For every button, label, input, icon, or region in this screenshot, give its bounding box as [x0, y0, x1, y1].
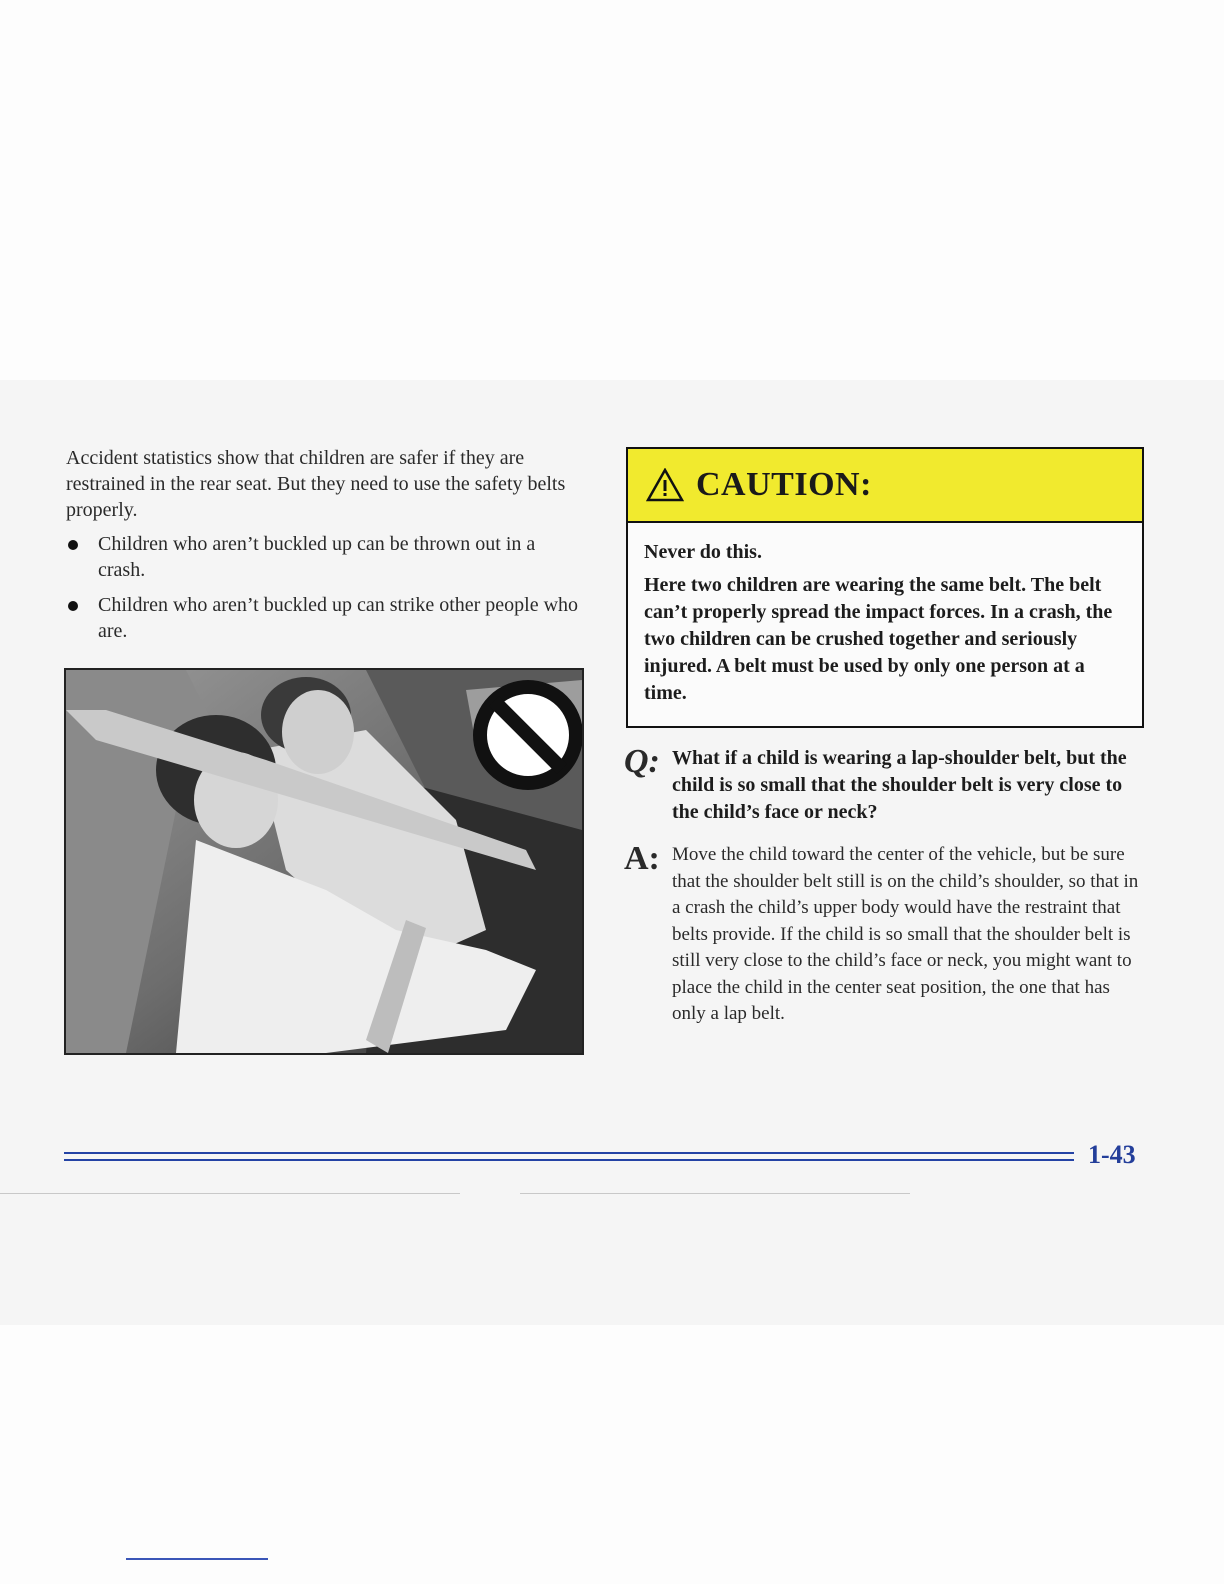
list-item [66, 531, 586, 583]
warning-triangle-icon [646, 468, 684, 502]
prohibition-icon [480, 687, 576, 783]
bullet-list [66, 531, 586, 644]
page-number: 1-43 [1088, 1140, 1136, 1169]
answer-mark: A: [624, 840, 660, 877]
intro-paragraph: Accident statistics show that children are safer if they are restrained in the rear seat. But they need to use the safety belts properly. [66, 447, 566, 521]
footer-rule [64, 1152, 1074, 1161]
caution-box [626, 447, 1144, 728]
bullet-icon [68, 601, 78, 611]
caution-title: CAUTION: [696, 466, 872, 503]
bullet-text: Children who aren’t buckled up can be thrown out in a crash. [98, 533, 536, 581]
bullet-text: Children who aren’t buckled up can strike other people who are. [98, 594, 579, 642]
intro-section [66, 445, 586, 653]
answer-text: Move the child toward the center of the vehicle, but be sure that the shoulder belt still is on the child’s shoulder, so that in a crash the child’s upper body would have the restraint that belts provide. If the child is so small that the shoulder belt is still very close to the child’s face or neck, you might want to place the child in the center seat position, the one that has only a lap belt. [672, 844, 1139, 1024]
caution-header [628, 449, 1142, 523]
divider [520, 1193, 910, 1194]
caution-line-2: Here two children are wearing the same belt. The belt can’t properly spread the impact forces. In a crash, the two children can be crushed together and seriously injured. A belt must be used by only one person at a time. [644, 574, 1113, 704]
list-item [66, 592, 586, 644]
bullet-icon [68, 540, 78, 550]
divider [126, 1558, 268, 1560]
divider [0, 1193, 460, 1194]
caution-body [628, 523, 1142, 707]
children-sharing-belt-illustration [64, 668, 584, 1055]
answer-block [624, 842, 1144, 1028]
question-mark: Q: [624, 743, 660, 780]
question-text: What if a child is wearing a lap-shoulder belt, but the child is so small that the shoulder belt is very close to the child’s face or neck? [672, 747, 1127, 823]
question-block [624, 745, 1144, 826]
caution-line-1: Never do this. [644, 541, 762, 563]
